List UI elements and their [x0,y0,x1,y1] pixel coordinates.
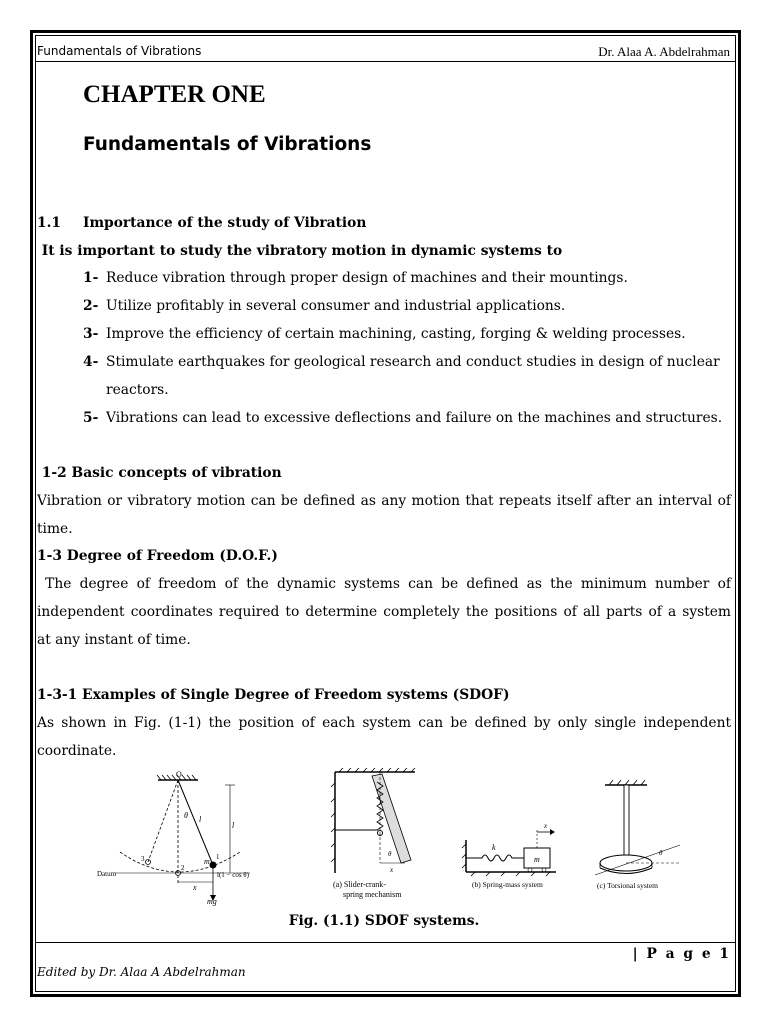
list-item: Stimulate earthquakes for geological research and conduct studies in design of nuclear [106,354,720,370]
paragraph-line: independent coordinates required to determine completely the positions of all parts of a system [37,604,731,620]
x-label: x [390,866,394,874]
section-intro: It is important to study the vibratory motion in dynamic systems to [37,243,563,259]
paragraph-line: As shown in Fig. (1-1) the position of each system can be defined by only single independent [37,715,731,731]
mass-label: m [534,855,540,864]
x-label: x [544,822,548,830]
list-item-number: 5- [83,410,99,426]
list-item: Vibrations can lead to excessive deflections and failure on the machines and structures. [106,410,723,426]
pendulum-figure [95,770,255,906]
slider-caption: spring mechanism [343,890,402,899]
section-heading: 1-2 Basic concepts of vibration [37,465,282,481]
weight-label: mg [207,897,217,906]
chapter-title: CHAPTER ONE [83,81,266,108]
slider-crank-figure [325,768,420,904]
theta-label: θ [184,811,188,820]
paragraph-line: Vibration or vibratory motion can be defined as any motion that repeats itself after an interval of [37,493,731,509]
mass-label: m [204,857,210,866]
shaft [624,785,629,861]
header-left: Fundamentals of Vibrations [37,44,202,58]
theta-label: θ [388,850,392,858]
position-label: 3 [141,855,145,863]
section-heading: 1-3 Degree of Freedom (D.O.F.) [37,548,278,564]
paragraph-line: coordinate. [37,743,117,759]
length-label: l [232,821,235,830]
list-item-number: 3- [83,326,99,342]
page-number: | P a g e 1 [632,946,731,962]
x-label: x [193,883,197,892]
theta-label: θ [659,849,663,857]
list-item: Utilize profitably in several consumer and industrial applications. [106,298,566,314]
footer-editor: Edited by Dr. Alaa A Abdelrahman [37,965,246,979]
section-heading: Importance of the study of Vibration [83,215,367,231]
paragraph-line: at any instant of time. [37,632,191,648]
torsional-caption: (c) Torsional system [597,881,658,890]
header-rule [36,61,735,62]
height-label: l(1 − cos θ) [217,871,249,879]
spring-caption: (b) Spring-mass system [472,880,543,889]
torsional-figure [575,775,685,893]
section-heading: 1-3-1 Examples of Single Degree of Freedom systems (SDOF) [37,687,510,703]
paragraph-line: time. [37,521,73,537]
chapter-subtitle: Fundamentals of Vibrations [83,134,372,155]
paragraph-line: The degree of freedom of the dynamic systems can be defined as the minimum number of [37,576,731,592]
position-label: 2 [181,864,185,872]
position-label: 1 [216,853,220,861]
pivot-label: O [176,770,182,779]
figure-caption: Fig. (1.1) SDOF systems. [288,913,480,929]
list-item-number: 1- [83,270,99,286]
spring-mass-figure [460,820,560,892]
list-item-continuation: reactors. [106,382,169,398]
stiffness-label: k [492,843,496,852]
datum-label: Datum [97,870,117,878]
list-item-number: 4- [83,354,99,370]
header-right: Dr. Alaa A. Abdelrahman [598,44,730,59]
list-item: Reduce vibration through proper design of machines and their mountings. [106,270,628,286]
section-number: 1.1 [37,215,62,231]
list-item-number: 2- [83,298,99,314]
slider-caption: (a) Slider-crank- [333,880,386,889]
list-item: Improve the efficiency of certain machining, casting, forging & welding processes. [106,326,686,342]
footer-rule [36,942,735,943]
length-label: l [199,815,202,824]
